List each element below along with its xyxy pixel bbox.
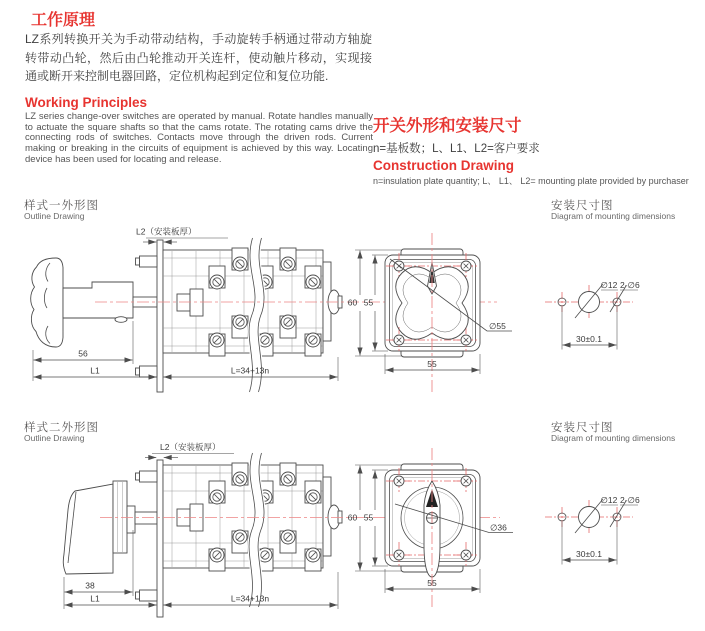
style1-outline-label-en: Outline Drawing: [24, 211, 85, 221]
style2-dim-height-outer: 60: [347, 512, 358, 523]
style2-lever-handle-side-view: [63, 481, 157, 574]
style2-dim-height-inner: 55: [363, 512, 374, 523]
style2-mount-pitch: 30±0.1: [576, 549, 602, 559]
style1-dim-knob-dia: ∅55: [489, 321, 506, 331]
style1-front-view: [385, 233, 512, 392]
style1-mounting-plate-side: [136, 240, 164, 392]
style2-dim-plate-thickness: L2（安装板厚）: [160, 442, 221, 452]
style1-dim-height-inner: 55: [363, 297, 374, 308]
style1-mount-pitch: 30±0.1: [576, 334, 602, 344]
style2-switch-body-section: [163, 453, 342, 607]
style1-outline-label-zh: 样式一外形图: [24, 200, 99, 212]
style2-dim-length: L=34+13n: [230, 593, 270, 604]
style2-mount-center-hole: ∅12: [600, 495, 618, 505]
style2-mounting-plate-side: [136, 460, 164, 617]
style1-dim-width: 55: [427, 359, 437, 369]
style2-mount-side-holes: 2-∅6: [620, 495, 640, 505]
construction-title-zh: 开关外形和安装尺寸: [373, 117, 522, 135]
style2-dim-width: 55: [427, 578, 437, 588]
style2-dim-l1: L1: [90, 593, 100, 604]
style1-mount-side-holes: 2-∅6: [620, 280, 640, 290]
construction-note-zh: n=基板数；L、L1、L2=客户要求: [373, 143, 540, 155]
technical-drawing: [0, 195, 705, 631]
style2-front-view: [385, 448, 513, 607]
style1-outline-drawing: [31, 227, 640, 393]
style1-knob-handle-side-view: [31, 258, 157, 347]
style1-dim-length: L=34+13n: [230, 365, 270, 376]
style1-dim-plate-thickness: L2（安装板厚）: [136, 226, 197, 237]
style1-dim-l1: L1: [90, 365, 100, 376]
style1-mounting-label-en: Diagram of mounting dimensions: [551, 211, 676, 221]
working-principles-body-en: LZ series change-over switches are operated by manual. Rotate handles manually to actuate the square shafts so that the cams rotate. The rotating cams drive the connecting rods of switches. Contacts move through the driven rods. Current making or breaking in the circuits of equipment is achieved by this way. Locating device has been used for locating and release.: [25, 111, 373, 165]
style2-outline-label-en: Outline Drawing: [24, 433, 85, 443]
style2-outline-drawing: [63, 442, 640, 617]
working-principles-title-en: Working Principles: [25, 95, 148, 110]
style1-mount-center-hole: ∅12: [600, 280, 618, 290]
style2-mounting-label-zh: 安装尺寸图: [551, 422, 614, 434]
style1-mounting-label-zh: 安装尺寸图: [551, 200, 614, 212]
working-principles-title-zh: 工作原理: [31, 12, 96, 29]
style1-dim-height-outer: 60: [347, 297, 358, 308]
construction-title-en: Construction Drawing: [373, 158, 514, 173]
style2-dim-handle: 38: [85, 580, 95, 591]
construction-note-en: n=insulation plate quantity; L、 L1、 L2= mounting plate provided by purchaser: [373, 176, 689, 186]
style1-mounting-diagram: [545, 280, 640, 350]
style2-dim-knob-dia: ∅36: [490, 522, 507, 533]
style2-mounting-diagram: [545, 495, 640, 565]
working-principles-body-zh: LZ系列转换开关为手动带动结构，手动旋转手柄通过带动方轴旋转带动凸轮，然后由凸轮推动开关连杆，使动触片移动，实现接通或断开来控制电器回路，定位机构起到定位和复位功能.: [25, 32, 372, 83]
style1-dim-handle: 56: [78, 348, 88, 359]
style2-mounting-label-en: Diagram of mounting dimensions: [551, 433, 676, 443]
style2-outline-label-zh: 样式二外形图: [24, 422, 99, 434]
